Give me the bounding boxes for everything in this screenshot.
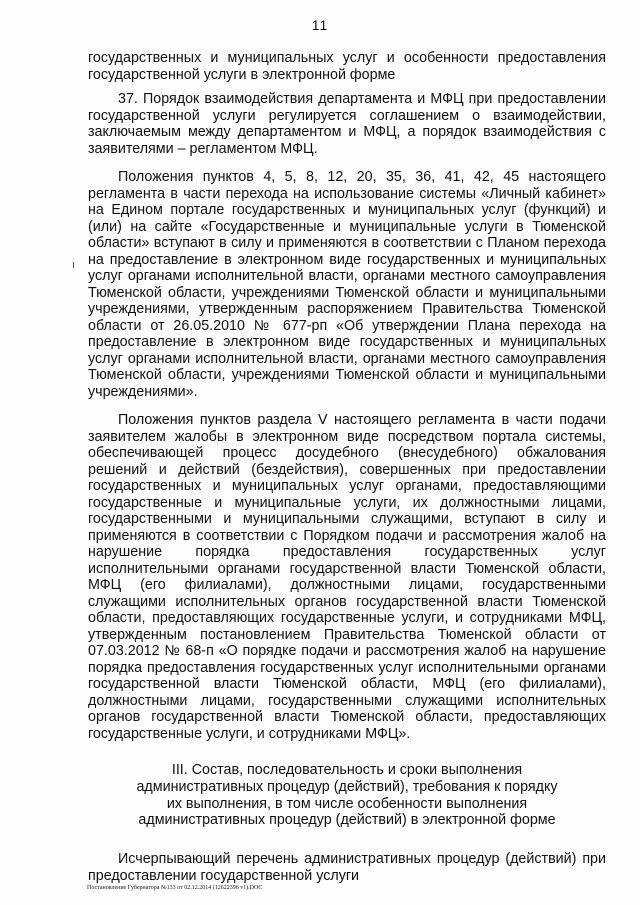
page-number: 11 [311, 17, 329, 33]
paragraph-37: 37. Порядок взаимодействия департамента и МФЦ при предоставлении государственной услуги регулируется соглашением о взаимодействии, заключаемым между департаментом и МФЦ, а порядок взаимодействия с заявителями – регламентом МФЦ. [88, 91, 606, 157]
paragraph-lk-transition: Положения пунктов 4, 5, 8, 12, 20, 35, 36, 41, 42, 45 настоящего регламента в части перехода на использование системы «Личный кабинет» на Едином портале государственных и муниципальных услуг (функций) и (или) на сайте «Государственные и муниципальные услуги в Тюменской области» вступают в силу и применяются в соответствии с Планом перехода на предоставление в электронном виде государственных и муниципальных услуг органами исполнительной власти, органами местного самоуправления Тюменской области, учреждениями Тюменской области и муниципальными учреждениями, утвержденным распоряжением Правительства Тюменской области от 26.05.2010 № 677-рп «Об утверждении Плана перехода на предоставление в электронном виде государственных и муниципальных услуг органами исполнительной власти, органами местного самоуправления Тюменской области, учреждениями Тюменской области и муниципальными учреждениями». [88, 169, 606, 400]
section-heading-line-4: административных процедур (действий) в электронной форме [138, 812, 556, 829]
document-body [88, 50, 606, 884]
section-heading-line-2: административных процедур (действий), требования к порядку [136, 778, 558, 795]
paragraph-complaints: Положения пунктов раздела V настоящего регламента в части подачи заявителем жалобы в электронном виде посредством портала системы, обеспечивающей процесс досудебного (внесудебного) обжалования решений и действий (бездействия), совершенных при предоставлении государственных и муниципальных услуг органами, предоставляющими государственные и муниципальные услуги, их должностными лицами, государственными и муниципальными служащими, вступают в силу и применяются в соответствии с Порядком подачи и рассмотрения жалоб на нарушение порядка предоставления государственных услуг исполнительными органами государственной власти Тюменской области, МФЦ (его филиалами), должностными лицами, государственными служащими исполнительных органов государственной власти Тюменской области, предоставляющих государственные услуги, и сотрудниками МФЦ, утвержденным постановлением Правительства Тюменской области от 07.03.2012 № 68-п «О порядке подачи и рассмотрения жалоб на нарушение порядка предоставления государственных услуг исполнительными органами государственной власти Тюменской области, МФЦ (его филиалами), должностными лицами, государственными служащими исполнительных органов государственной власти Тюменской области, предоставляющих государственные услуги, и сотрудниками МФЦ». [88, 412, 606, 742]
section-heading-line-3: их выполнения, в том числе особенности выполнения [166, 795, 528, 812]
section-heading [88, 762, 606, 829]
document-footer: Постановление Губернатора №133 от 02.12.2014 (12622396 v1).DOC [87, 885, 263, 891]
scan-artifact-mark [73, 262, 74, 268]
paragraph-continuation: государственных и муниципальных услуг и особенности предоставления государственной услуги в электронной форме [88, 50, 606, 83]
section-heading-line-1: III. Состав, последовательность и сроки выполнения [171, 762, 523, 778]
paragraph-procedures-list: Исчерпывающий перечень административных процедур (действий) при предоставлении государственной услуги [88, 851, 606, 884]
